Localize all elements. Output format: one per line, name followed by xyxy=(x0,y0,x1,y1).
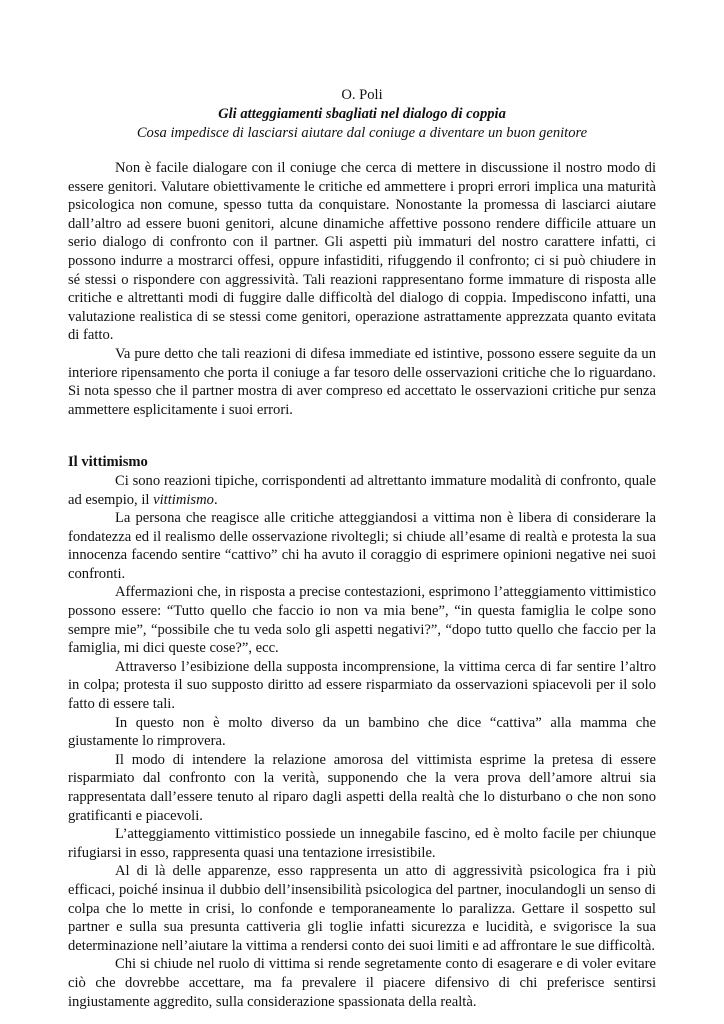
text-run: . xyxy=(213,491,218,508)
section-body xyxy=(68,472,656,1011)
paragraph: Va pure detto che tali reazioni di difesa immediate ed istintive, possono essere seguite da un interiore ripensamento che porta il coniuge a far tesoro delle osservazioni critiche che lo riguardano. Si nota spesso che il partner mostra di aver compreso ed accettato le osservazioni critiche pur senza ammettere esplicitamente i suoi errori. xyxy=(68,345,656,418)
paragraph: Al di là delle apparenze, esso rappresenta un atto di aggressività psicologica fra i più efficaci, poiché insinua il dubbio dell’insensibilità psicologica del partner, inoculandogli un senso di colpa che lo mette in crisi, lo confonde e temporaneamente lo paralizza. Gettare il sospetto sul partner e sulla sua presunta cattiveria gli toglie infatti sicurezza e lucidità, e svigorisce la sua determinazione nell’aiutare la vittima a rendersi conto dei suoi limiti e ad affrontare le sue difficoltà. xyxy=(68,863,656,954)
paragraph: Attraverso l’esibizione della supposta incomprensione, la vittima cerca di far sentire l’altro in colpa; protesta il suo supposto diritto ad essere risparmiato da osservazioni spiacevoli per il solo fatto di essere tali. xyxy=(68,658,656,713)
section-heading: Il vittimismo xyxy=(68,454,148,471)
document-subtitle: Cosa impedisce di lasciarsi aiutare dal coniuge a diventare un buon genitore xyxy=(136,125,588,141)
paragraph: Il modo di intendere la relazione amorosa del vittimista esprime la pretesa di essere risparmiato dal confronto con la verità, supponendo che la vera prova dell’amore altrui sia rappresentata dall’essere tenuto al riparo dagli aspetti della realtà che lo disturbano o che non sono gratificanti e piacevoli. xyxy=(68,751,656,824)
document-header xyxy=(68,86,656,143)
paragraph: In questo non è molto diverso da un bambino che dice “cattiva” alla mamma che giustamente lo rimprovera. xyxy=(68,714,656,750)
document-title: Gli atteggiamenti sbagliati nel dialogo di coppia xyxy=(218,106,506,122)
paragraph: L’atteggiamento vittimistico possiede un innegabile fascino, ed è molto facile per chiunque rifugiarsi in esso, rappresenta quasi una tentazione irresistibile. xyxy=(68,826,656,861)
paragraph: Non è facile dialogare con il coniuge che cerca di mettere in discussione il nostro modo di essere genitori. Valutare obiettivamente le critiche ed ammettere i propri errori implica una maturità psicologica non comune, spesso tutta da conquistare. Nonostante la promessa di lasciarci aiutare dall’altro ad essere buoni genitori, alcune dinamiche affettive possono rendere difficile attuare un serio dialogo di confronto con il partner. Gli aspetti più immaturi del nostro carattere infatti, ci possono indurre a mostrarci offesi, oppure infastiditi, rifuggendo il confronto; ci si può chiudere in sé stessi o rispondere con aggressività. Tali reazioni rappresentano forme immature di risposta alle critiche e altrettanti modi di fuggire dalle difficoltà del dialogo di coppia. Impediscono infatti, una valutazione realistica di se stessi come genitori, operazione astrattamente apprezzata quanto evitata di fatto. xyxy=(68,160,656,344)
paragraph: Chi si chiude nel ruolo di vittima si rende segretamente conto di esagerare e di voler evitare ciò che dovrebbe accettare, ma fa prevalere il piacere difensivo di chi preferisce sentirsi ingiustamente aggredito, sulla considerazione spassionata della realtà. xyxy=(68,956,656,1010)
paragraph: La persona che reagisce alle critiche atteggiandosi a vittima non è libera di considerare la fondatezza ed il realismo delle osservazione rivoltegli; si chiude all’esame di realtà e protesta la sua innocenza facendo sentire “cattivo” chi ha avuto il coraggio di esprimere opinioni negative nei suoi confronti. xyxy=(68,510,656,582)
emphasis-term: vittimismo xyxy=(153,491,214,508)
paragraph: Affermazioni che, in risposta a precise contestazioni, esprimono l’atteggiamento vittimistico possono essere: “Tutto quello che faccio io non va mia bene”, “in questa famiglia le colpe sono sempre mie”, “possibile che tu veda solo gli aspetti negativi?”, “dopo tutto quello che faccio per la famiglia, mi dici queste cose?”, ecc. xyxy=(68,584,656,657)
paragraph xyxy=(68,472,656,509)
intro-section xyxy=(68,159,656,419)
author: O. Poli xyxy=(341,87,383,103)
text-run: Ci sono reazioni tipiche, corrispondenti ad altrettanto immature modalità di confronto, quale ad esempio, il xyxy=(68,472,656,508)
